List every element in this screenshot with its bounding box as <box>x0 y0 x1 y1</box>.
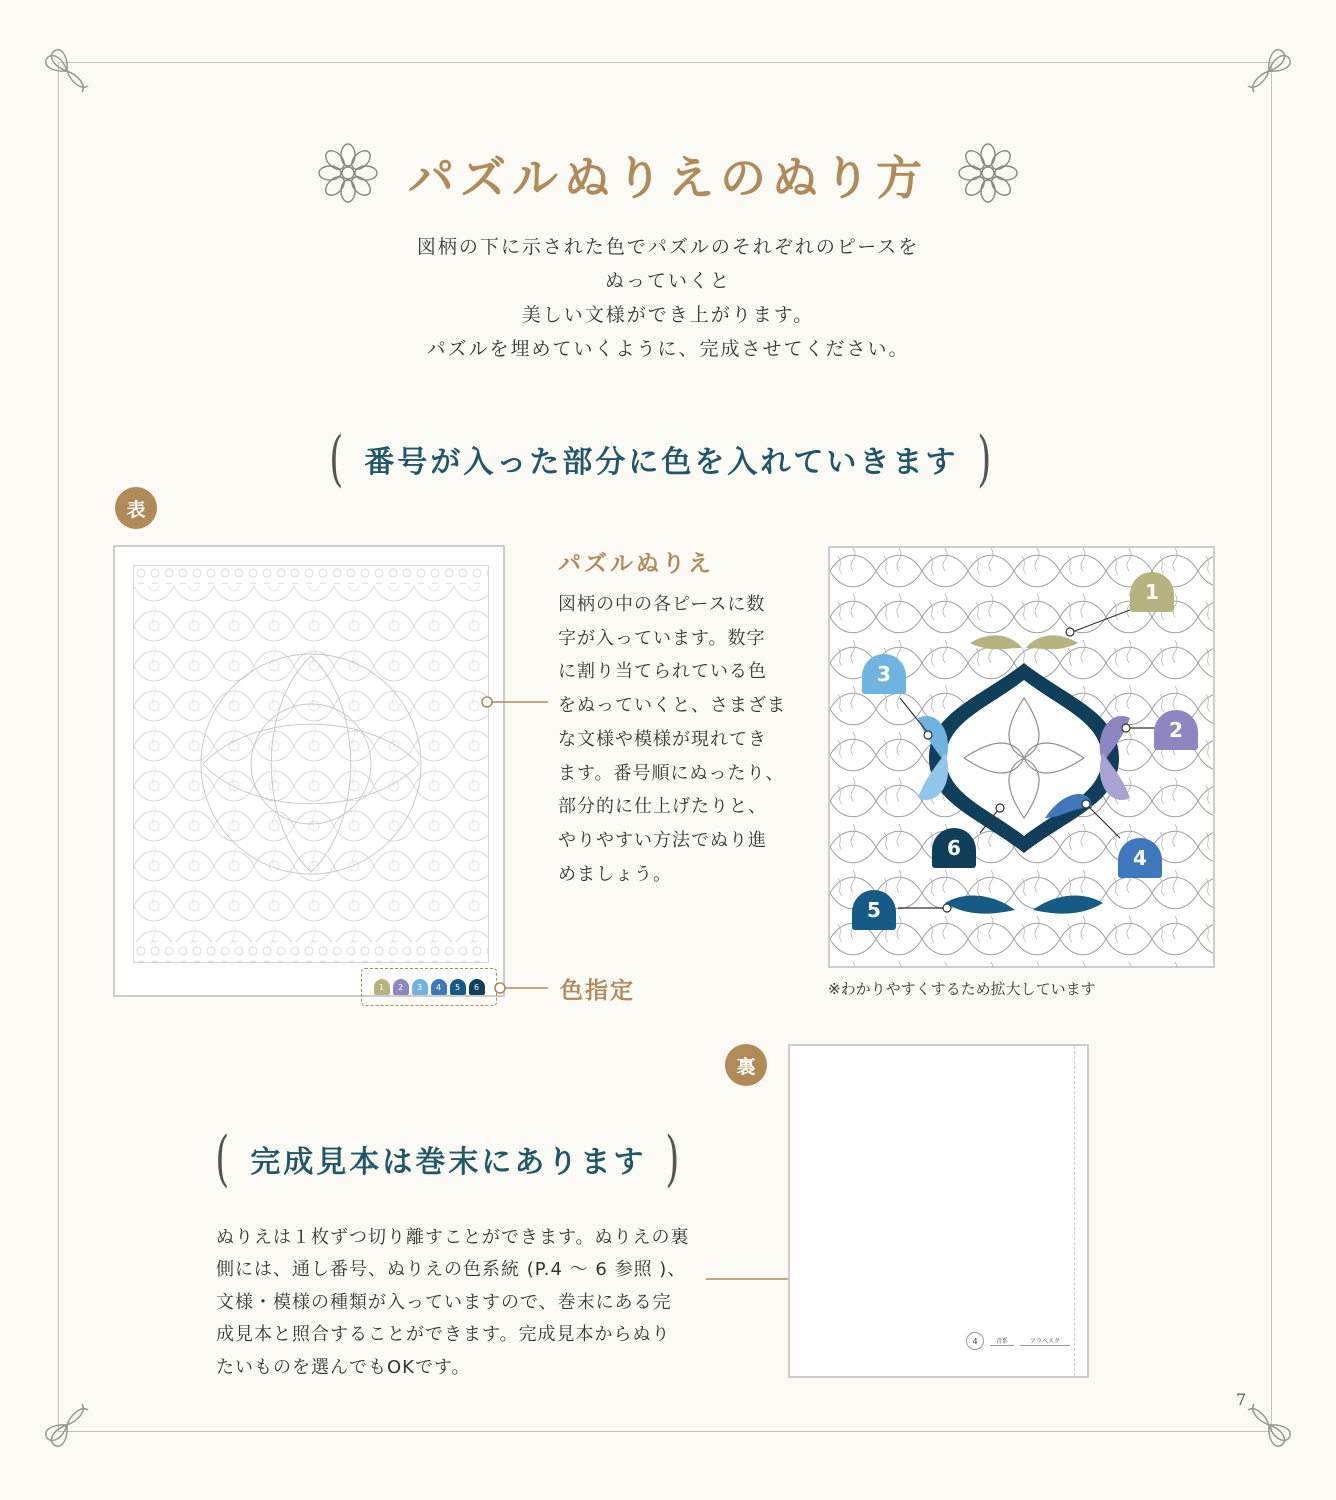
marker-3: 3 <box>862 654 906 694</box>
color-specification-label: 色指定 <box>560 978 635 1004</box>
callout-line: をぬっていくと、さまざま <box>558 695 786 717</box>
page-tag <box>966 1332 1070 1350</box>
callout-text <box>558 588 790 891</box>
marker-4: 4 <box>1118 838 1162 878</box>
intro-line: 図柄の下に示された色でパズルのそれぞれのピースを <box>416 236 920 258</box>
callout-line: 部分的に仕上げたりと、 <box>558 796 767 818</box>
back-badge: 裏 <box>725 1044 767 1086</box>
back-description <box>216 1222 706 1384</box>
section2-heading-text: 完成見本は巻末にあります <box>250 1145 647 1180</box>
callout-line: な文様や模様が現れてき <box>558 728 767 750</box>
left-bracket-icon: ( <box>215 1124 232 1194</box>
marker-6: 6 <box>932 828 976 868</box>
color-swatch: 3 <box>412 979 428 995</box>
back-line: 成見本と照合することができます。完成見本からぬり <box>216 1324 671 1346</box>
zoom-note: ※わかりやすくするため拡大しています <box>828 980 1096 998</box>
section1-heading-text: 番号が入った部分に色を入れていきます <box>364 445 959 480</box>
back-side-preview <box>788 1044 1089 1378</box>
color-swatch: 5 <box>450 979 466 995</box>
callout-line: に割り当てられている色 <box>558 661 767 683</box>
callout-title: パズルぬりえ <box>558 551 714 577</box>
back-line: 側には、通し番号、ぬりえの色系統 (P.4 ～ 6 参照 )、 <box>216 1259 687 1281</box>
right-bracket-icon: ) <box>665 1124 682 1194</box>
color-swatch: 4 <box>431 979 447 995</box>
intro-line: パズルを埋めていくように、完成させてください。 <box>426 338 910 360</box>
right-bracket-icon: ) <box>977 424 994 494</box>
marker-2: 2 <box>1154 710 1198 750</box>
callout-line: ます。番号順にぬったり、 <box>558 762 785 784</box>
callout-line: 図柄の中の各ピースに数 <box>558 594 766 615</box>
intro-line: 美しい文様ができ上がります。 <box>521 304 815 326</box>
callout-line: 字が入っています。数字 <box>558 627 766 649</box>
marker-1: 1 <box>1130 572 1174 612</box>
color-swatch: 6 <box>469 979 485 995</box>
marker-5: 5 <box>852 890 896 930</box>
tag-name: アラベスク <box>1020 1336 1070 1346</box>
color-swatch: 1 <box>374 979 390 995</box>
color-swatch: 2 <box>393 979 409 995</box>
intro-line: ぬっていくと <box>604 270 731 292</box>
back-line: ぬりえは１枚ずつ切り離すことができます。ぬりえの裏 <box>216 1227 690 1248</box>
page-number: 7 <box>1236 1390 1247 1409</box>
page-title: パズルぬりえのぬり方 <box>408 151 928 205</box>
left-bracket-icon: ( <box>329 424 346 494</box>
section2-heading <box>210 1124 687 1194</box>
callout-line: めましょう。 <box>558 863 672 885</box>
tag-category: 青系 <box>990 1336 1014 1346</box>
front-badge: 表 <box>115 487 157 529</box>
callout-line: やりやすい方法でぬり進 <box>558 829 767 851</box>
back-line: 文様・模様の種類が入っていますので、巻末にある完 <box>216 1291 672 1313</box>
perforation-line <box>1074 1046 1075 1376</box>
zoomed-pattern <box>828 546 1215 968</box>
back-line: たいものを選んでもOKです。 <box>216 1356 471 1378</box>
tag-number: 4 <box>966 1332 984 1350</box>
